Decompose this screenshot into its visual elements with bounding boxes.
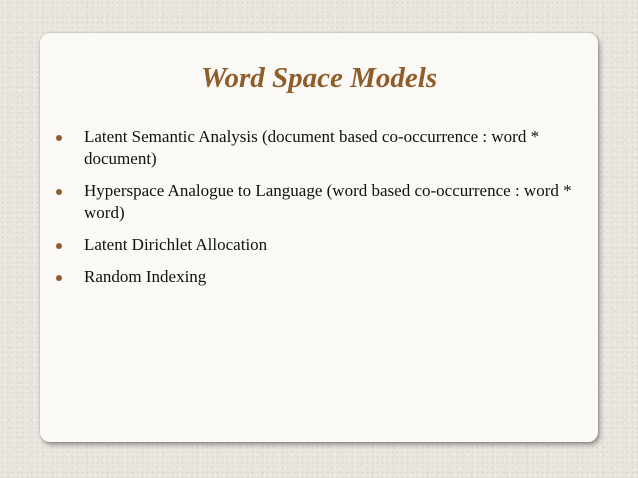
bullet-icon (56, 135, 62, 141)
bullet-icon (56, 189, 62, 195)
bullet-text: Hyperspace Analogue to Language (word based co-occurrence : word * word) (84, 181, 572, 222)
bullet-list (56, 126, 596, 298)
bullet-item (56, 180, 596, 224)
bullet-text: Latent Dirichlet Allocation (84, 235, 268, 254)
slide-title: Word Space Models (200, 62, 438, 94)
bullet-item (56, 126, 596, 170)
bullet-text: Latent Semantic Analysis (document based co-occurrence : word * document) (84, 127, 540, 168)
bullet-text: Random Indexing (84, 267, 207, 286)
bullet-item (56, 266, 596, 288)
bullet-icon (56, 275, 62, 281)
bullet-item (56, 234, 596, 256)
bullet-icon (56, 243, 62, 249)
